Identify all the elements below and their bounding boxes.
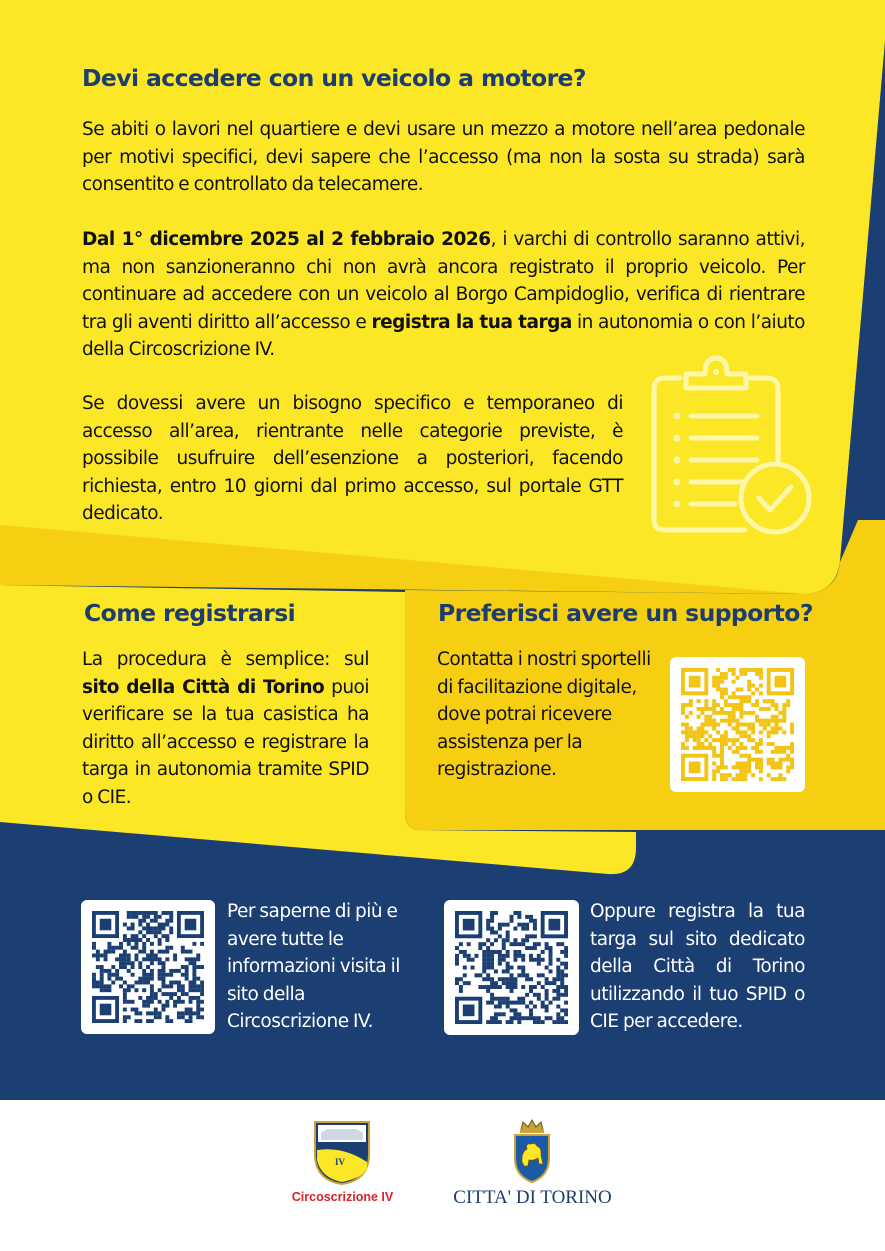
bull-crest-icon [507, 1118, 557, 1184]
city-site-highlight: sito della Città di Torino [82, 676, 325, 698]
register-qr-code[interactable] [444, 900, 579, 1035]
citta-di-torino-label: CITTA' DI TORINO [453, 1187, 612, 1208]
qr-code-icon [455, 911, 568, 1024]
qr-code-icon [681, 668, 794, 781]
main-title: Devi accedere con un veicolo a motore? [82, 64, 586, 92]
circoscrizione-label: Circoscrizione IV [291, 1190, 394, 1204]
exemption-paragraph: Se dovessi avere un bisogno specifico e temporaneo di accesso all’area, rientrante nelle categorie previste, è possibile usufruire dell’esenzione a posteriori, facendo richiesta, entro 10 giorni dal primo accesso, sul portale GTT dedicato. [82, 393, 623, 524]
register-text-b: puoi verificare se la tua casistica ha diritto all’accesso e registrare la targa in autonomia tramite SPID o CIE. [82, 676, 370, 808]
how-to-register-title: Come registrarsi [84, 599, 296, 627]
how-to-register-text [82, 646, 369, 811]
support-qr-code[interactable] [670, 657, 805, 792]
dates-highlight: Dal 1° dicembre 2025 al 2 febbraio 2026 [82, 229, 491, 250]
clipboard-check-icon [645, 352, 815, 537]
shield-icon [313, 1120, 371, 1186]
info-qr-code[interactable] [81, 900, 215, 1034]
dates-text-a: , i varchi di controllo saranno attivi, ma non sanzioneranno chi non avrà ancora registrato il proprio veicolo. Per continuare ad accedere con un veicolo al Borgo Campidoglio, verifica di rientrare tra gli aventi diritto all’accesso e [82, 229, 805, 333]
support-title: Preferisci avere un supporto? [438, 599, 813, 627]
citta-di-torino-logo [445, 1118, 620, 1213]
register-plate-highlight: registra la tua targa [371, 311, 572, 333]
qr-code-icon [92, 911, 204, 1023]
info-text: Per saperne di più e avere tutte le informazioni visita il sito della Circoscrizione IV. [227, 901, 400, 1032]
dates-text-b: in autonomia o con l’aiuto della Circoscrizione IV. [82, 311, 805, 360]
circoscrizione-badge: IV [335, 1157, 346, 1167]
register-text-a: La procedura è semplice: sul [82, 649, 369, 670]
intro-paragraph: Se abiti o lavori nel quartiere e devi usare un mezzo a motore nell’area pedonale per motivi specifici, devi sapere che l’accesso (ma non la sosta su strada) sarà consentito e controllato da telecamere. [82, 119, 805, 195]
support-text: Contatta i nostri sportelli di facilitazione digitale, dove potrai ricevere assistenza per la registrazione. [437, 649, 651, 780]
register-online-text: Oppure registra la tua targa sul sito dedicato della Città di Torino utilizzando il tuo SPID o CIE per accedere. [590, 901, 805, 1032]
dates-paragraph [82, 226, 805, 364]
circoscrizione-logo [280, 1118, 405, 1213]
